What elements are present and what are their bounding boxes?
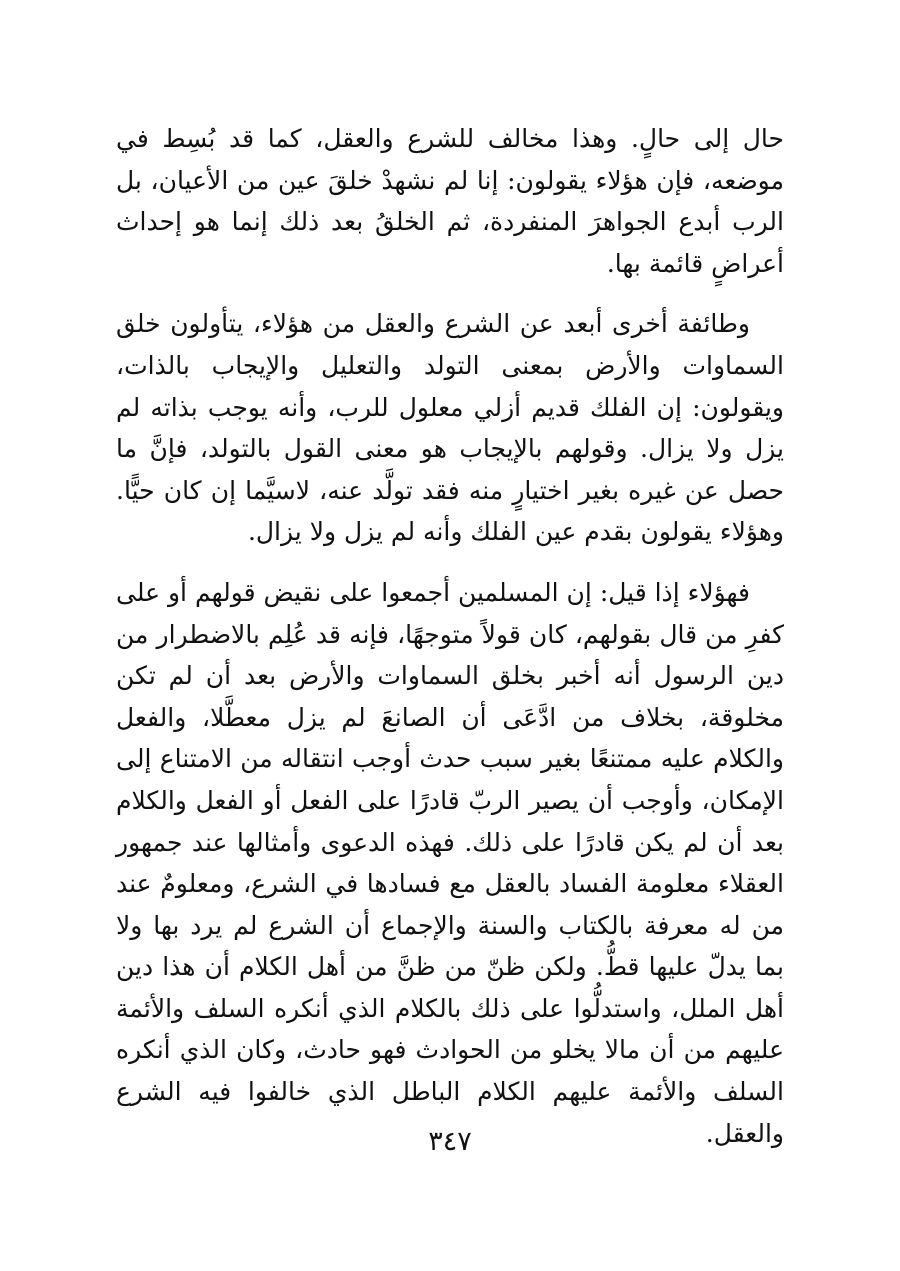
paragraph-3: فهؤلاء إذا قيل: إن المسلمين أجمعوا على نقيض قولهم أو على كفرِ من قال بقولهم، كان قولاً متوجهًا، فإنه قد عُلِم بالاضطرار من دين الرسول أنه أخبر بخلق السماوات والأرض بعد أن لم تكن مخلوقة، بخلاف من ادَّعَى أن الصانعَ لم يزل معطَّلا، والفعل والكلام عليه ممتنعًا بغير سبب حدث أوجب انتقاله من الامتناع إلى الإمكان، وأوجب أن يصير الربّ قادرًا على الفعل أو الفعل والكلام بعد أن لم يكن قادرًا على ذلك. فهذه الدعوى وأمثالها عند جمهور العقلاء معلومة الفساد بالعقل مع فسادها في الشرع، ومعلومٌ عند من له معرفة بالكتاب والسنة والإجماع أن الشرع لم يرد بها ولا بما يدلّ عليها قطُّ. ولكن ظنّ من ظنَّ من أهل الكلام أن هذا دين أهل الملل، واستدلُّوا على ذلك بالكلام الذي أنكره السلف والأئمة عليهم من أن مالا يخلو من الحوادث فهو حادث، وكان الذي أنكره السلف والأئمة عليهم الكلام الباطل الذي خالفوا فيه الشرع والعقل. (116, 577, 784, 1148)
book-page-text (116, 118, 784, 1154)
page-number: ٣٤٧ (428, 1126, 472, 1157)
paragraph-2: وطائفة أخرى أبعد عن الشرع والعقل من هؤلاء، يتأولون خلق السماوات والأرض بمعنى التولد والتعليل والإيجاب بالذات، ويقولون: إن الفلك قديم أزلي معلول للرب، وأنه يوجب بذاته لم يزل ولا يزال. وقولهم بالإيجاب هو معنى القول بالتولد، فإنَّ ما حصل عن غيره بغير اختيارٍ منه فقد تولَّد عنه، لاسيَّما إن كان حيًّا. وهؤلاء يقولون بقدم عين الفلك وأنه لم يزل ولا يزال. (116, 309, 784, 547)
paragraph-1: حال إلى حالٍ. وهذا مخالف للشرع والعقل، كما قد بُسِط في موضعه، فإن هؤلاء يقولون: إنا لم نشهدْ خلقَ عين من الأعيان، بل الرب أبدع الجواهرَ المنفردة، ثم الخلقُ بعد ذلك إنما هو إحداث أعراضٍ قائمة بها. (116, 124, 784, 278)
